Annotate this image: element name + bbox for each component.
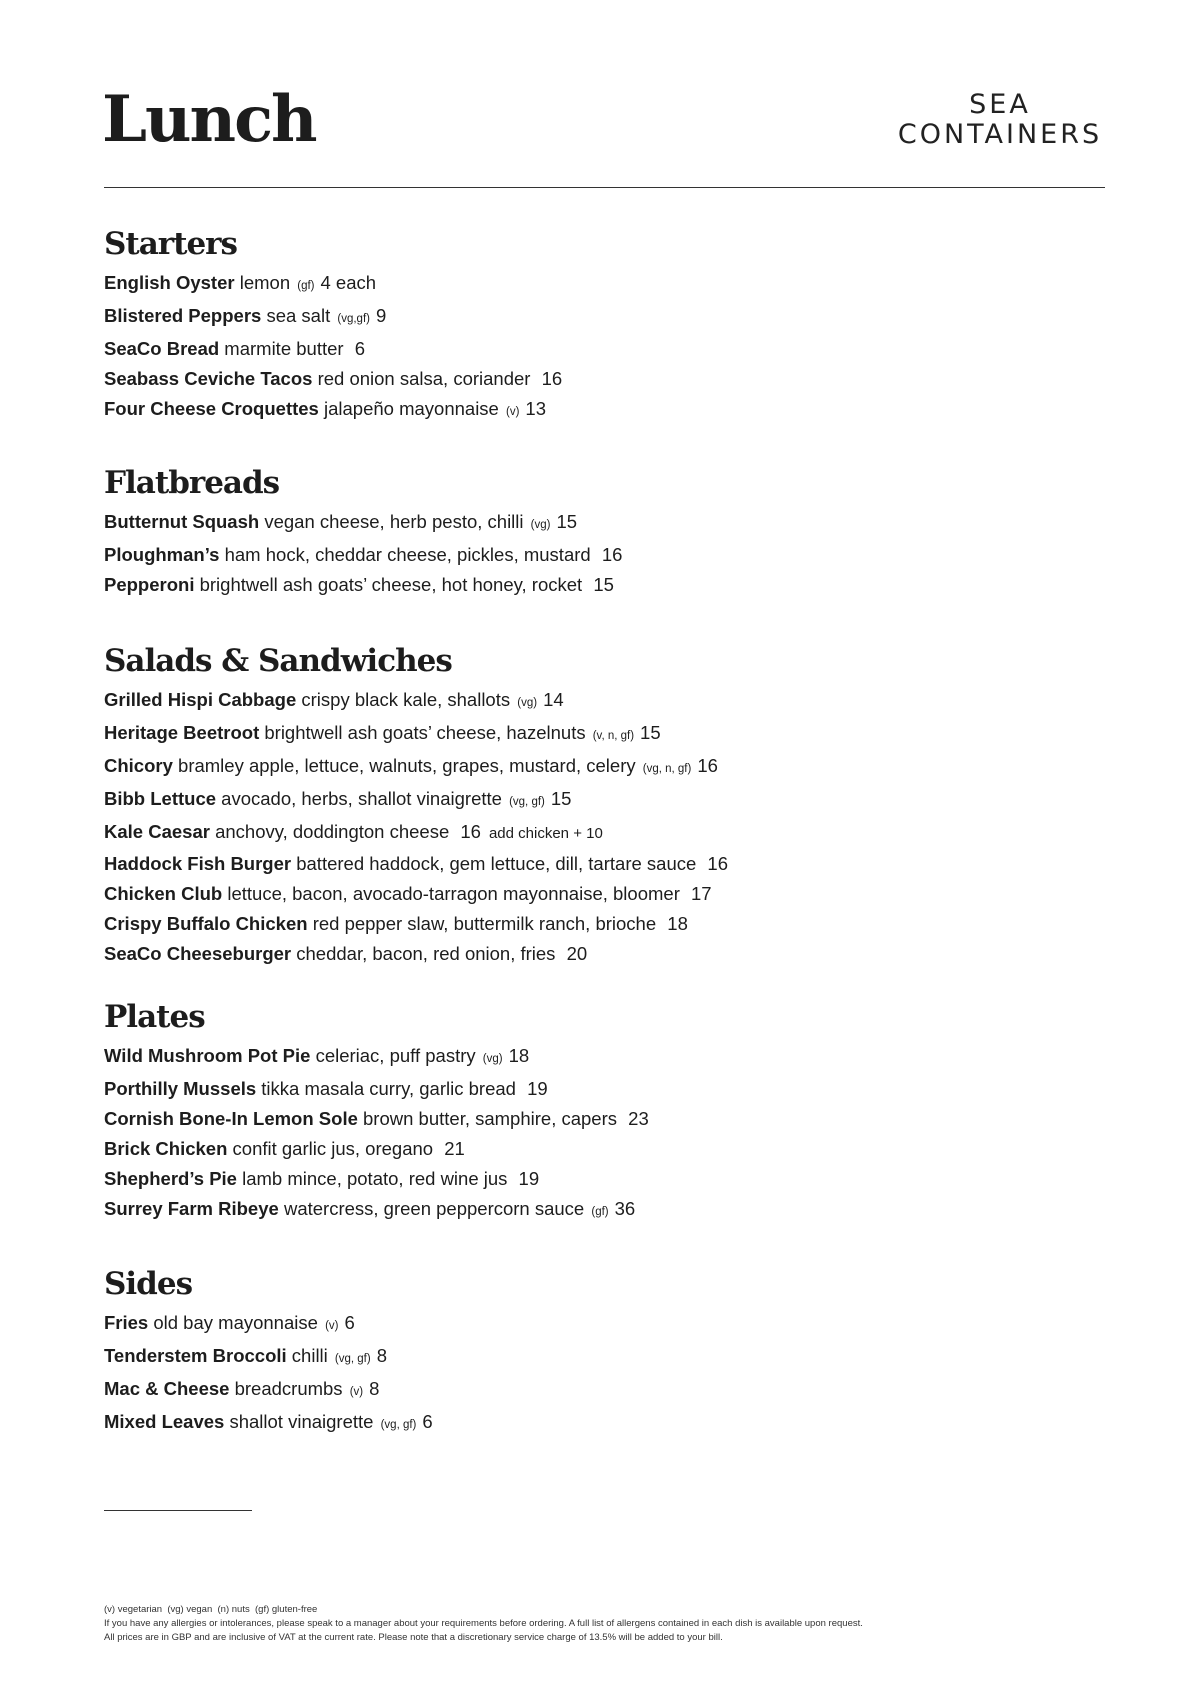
section-heading: Flatbreads <box>104 465 280 501</box>
dish-name: Shepherd’s Pie <box>104 1168 237 1189</box>
menu-section-sides <box>104 1264 433 1440</box>
dish-name: Pepperoni <box>104 574 195 595</box>
section-heading: Salads & Sandwiches <box>104 643 452 679</box>
dietary-tags: (vg, n, gf) <box>642 763 692 775</box>
menu-item <box>104 570 622 600</box>
menu-item <box>104 507 622 540</box>
dietary-tags: (vg, gf) <box>380 1419 417 1431</box>
dish-description: anchovy, doddington cheese <box>215 821 450 842</box>
dish-name: Bibb Lettuce <box>104 788 217 809</box>
dish-price: 17 <box>691 883 712 904</box>
dish-price: 15 <box>640 722 661 743</box>
menu-item <box>104 1134 649 1164</box>
dish-name: Four Cheese Croquettes <box>104 398 319 419</box>
dish-description: lemon <box>239 272 291 293</box>
dietary-tags: (gf) <box>297 280 315 292</box>
price-note: All prices are in GBP and are inclusive of VAT at the current rate. Please note that a discretionary service charge of 13.5% will be added to your bill. <box>104 1632 723 1643</box>
dish-description: cheddar, bacon, red onion, fries <box>296 943 556 964</box>
menu-item <box>104 909 728 939</box>
menu-item <box>104 268 562 301</box>
dish-description: red onion salsa, coriander <box>317 368 531 389</box>
menu-item <box>104 1407 433 1440</box>
menu-item <box>104 1164 649 1194</box>
dish-price: 6 <box>422 1411 433 1432</box>
dish-name: Chicken Club <box>104 883 223 904</box>
menu-item <box>104 364 562 394</box>
dish-name: Fries <box>104 1312 149 1333</box>
menu-item <box>104 394 562 427</box>
dish-description: marmite butter <box>224 338 344 359</box>
dietary-tags: (vg, gf) <box>334 1353 371 1365</box>
dish-name: Seabass Ceviche Tacos <box>104 368 313 389</box>
dietary-tags: (v) <box>325 1320 339 1332</box>
dish-price: 21 <box>444 1138 465 1159</box>
menu-item <box>104 1041 649 1074</box>
dish-name: SeaCo Cheeseburger <box>104 943 292 964</box>
menu-item <box>104 334 562 364</box>
dietary-tags: (v) <box>506 406 520 418</box>
menu-item <box>104 685 728 718</box>
dish-price: 23 <box>628 1108 649 1129</box>
page-title: Lunch <box>102 82 316 157</box>
dish-name: Crispy Buffalo Chicken <box>104 913 308 934</box>
section-heading: Plates <box>104 999 205 1035</box>
dish-name: Chicory <box>104 755 173 776</box>
menu-section-salads-sandwiches <box>104 641 728 969</box>
dietary-tags: (vg) <box>482 1053 503 1065</box>
dish-description: lettuce, bacon, avocado-tarragon mayonnaise, bloomer <box>227 883 680 904</box>
dish-description: celeriac, puff pastry <box>315 1045 476 1066</box>
dietary-tags: (v, n, gf) <box>592 730 635 742</box>
dish-description: vegan cheese, herb pesto, chilli <box>264 511 524 532</box>
dish-name: Butternut Squash <box>104 511 260 532</box>
dish-price: 18 <box>508 1045 530 1066</box>
dish-description: sea salt <box>266 305 331 326</box>
dish-name: Cornish Bone-In Lemon Sole <box>104 1108 358 1129</box>
dish-name: Porthilly Mussels <box>104 1078 257 1099</box>
dish-description: chilli <box>291 1345 328 1366</box>
dish-description: breadcrumbs <box>234 1378 343 1399</box>
menu-item <box>104 1104 649 1134</box>
menu-section-flatbreads <box>104 463 622 600</box>
dish-description: old bay mayonnaise <box>153 1312 318 1333</box>
dish-description: shallot vinaigrette <box>229 1411 374 1432</box>
dish-name: Heritage Beetroot <box>104 722 260 743</box>
dish-name: Mixed Leaves <box>104 1411 225 1432</box>
menu-item <box>104 1341 433 1374</box>
dish-price: 4 each <box>320 272 377 293</box>
dish-name: Mac & Cheese <box>104 1378 230 1399</box>
dish-price: 15 <box>550 788 572 809</box>
dietary-tags: (vg, gf) <box>509 796 545 808</box>
menu-item <box>104 1194 649 1227</box>
dish-description: confit garlic jus, oregano <box>232 1138 434 1159</box>
menu-item <box>104 817 728 849</box>
allergy-note: If you have any allergies or intolerances, please speak to a manager about your requirements before ordering. A full list of allergens contained in each dish is available upon request. <box>104 1618 863 1629</box>
menu-item <box>104 751 728 784</box>
dish-price: 16 <box>460 821 481 842</box>
menu-item <box>104 939 728 969</box>
menu-item <box>104 1074 649 1104</box>
dish-price: 13 <box>525 398 546 419</box>
dietary-tags: (vg) <box>530 519 551 531</box>
dish-price: 19 <box>518 1168 540 1189</box>
dish-price: 16 <box>697 755 718 776</box>
dietary-legend: (v) vegetarian (vg) vegan (n) nuts (gf) gluten-free <box>104 1604 318 1615</box>
dish-name: Ploughman’s <box>104 544 220 565</box>
dish-name: Blistered Peppers <box>104 305 262 326</box>
dish-description: avocado, herbs, shallot vinaigrette <box>221 788 502 809</box>
dietary-tags: (gf) <box>591 1206 609 1218</box>
dish-description: red pepper slaw, buttermilk ranch, brioche <box>312 913 657 934</box>
section-heading: Starters <box>104 226 237 262</box>
menu-item <box>104 1308 433 1341</box>
dish-price: 36 <box>614 1198 636 1219</box>
dish-description: tikka masala curry, garlic bread <box>261 1078 516 1099</box>
dish-price: 19 <box>527 1078 548 1099</box>
dish-description: watercress, green peppercorn sauce <box>283 1198 585 1219</box>
dish-price: 9 <box>375 305 387 326</box>
dish-price: 20 <box>566 943 588 964</box>
dish-price: 16 <box>601 544 623 565</box>
menu-item <box>104 301 562 334</box>
logo-text-line2: CONTAINERS <box>897 119 1103 150</box>
menu-item <box>104 718 728 751</box>
menu-section-starters <box>104 224 562 427</box>
dish-price: 15 <box>593 574 614 595</box>
footer-divider <box>104 1510 252 1511</box>
dish-name: Haddock Fish Burger <box>104 853 292 874</box>
dish-price: 14 <box>543 689 564 710</box>
dish-name: Wild Mushroom Pot Pie <box>104 1045 311 1066</box>
dish-description: brown butter, samphire, capers <box>363 1108 618 1129</box>
dish-description: brightwell ash goats’ cheese, hot honey, rocket <box>199 574 583 595</box>
dish-price: 6 <box>354 338 365 359</box>
dish-price: 18 <box>667 913 688 934</box>
dish-name: Surrey Farm Ribeye <box>104 1198 279 1219</box>
dish-name: Kale Caesar <box>104 821 210 842</box>
menu-section-plates <box>104 997 649 1227</box>
dish-price: 6 <box>344 1312 355 1333</box>
dietary-tags: (vg,gf) <box>337 313 370 325</box>
header-divider <box>104 187 1105 188</box>
dish-price: 8 <box>369 1378 380 1399</box>
dish-price: 16 <box>707 853 728 874</box>
dish-price: 16 <box>541 368 563 389</box>
menu-item <box>104 879 728 909</box>
menu-item <box>104 849 728 879</box>
dish-name: Grilled Hispi Cabbage <box>104 689 297 710</box>
dish-description: ham hock, cheddar cheese, pickles, mustard <box>224 544 591 565</box>
dish-description: bramley apple, lettuce, walnuts, grapes, mustard, celery <box>178 755 636 776</box>
dish-extra: add chicken + 10 <box>488 825 603 842</box>
dish-description: jalapeño mayonnaise <box>324 398 499 419</box>
dish-name: SeaCo Bread <box>104 338 220 359</box>
menu-item <box>104 540 622 570</box>
dish-description: lamb mince, potato, red wine jus <box>242 1168 508 1189</box>
dish-description: crispy black kale, shallots <box>301 689 511 710</box>
section-heading: Sides <box>104 1266 193 1302</box>
dietary-tags: (v) <box>349 1386 364 1398</box>
dish-name: Brick Chicken <box>104 1138 228 1159</box>
dish-price: 8 <box>376 1345 388 1366</box>
dish-name: English Oyster <box>104 272 235 293</box>
dish-name: Tenderstem Broccoli <box>104 1345 287 1366</box>
footer-notes <box>104 1603 863 1645</box>
menu-item <box>104 784 728 817</box>
menu-item <box>104 1374 433 1407</box>
dish-description: brightwell ash goats’ cheese, hazelnuts <box>264 722 586 743</box>
dish-price: 15 <box>556 511 578 532</box>
logo-text-line1: SEA <box>969 89 1031 120</box>
dish-description: battered haddock, gem lettuce, dill, tartare sauce <box>296 853 697 874</box>
dietary-tags: (vg) <box>517 697 538 709</box>
sea-containers-logo <box>880 90 1120 150</box>
